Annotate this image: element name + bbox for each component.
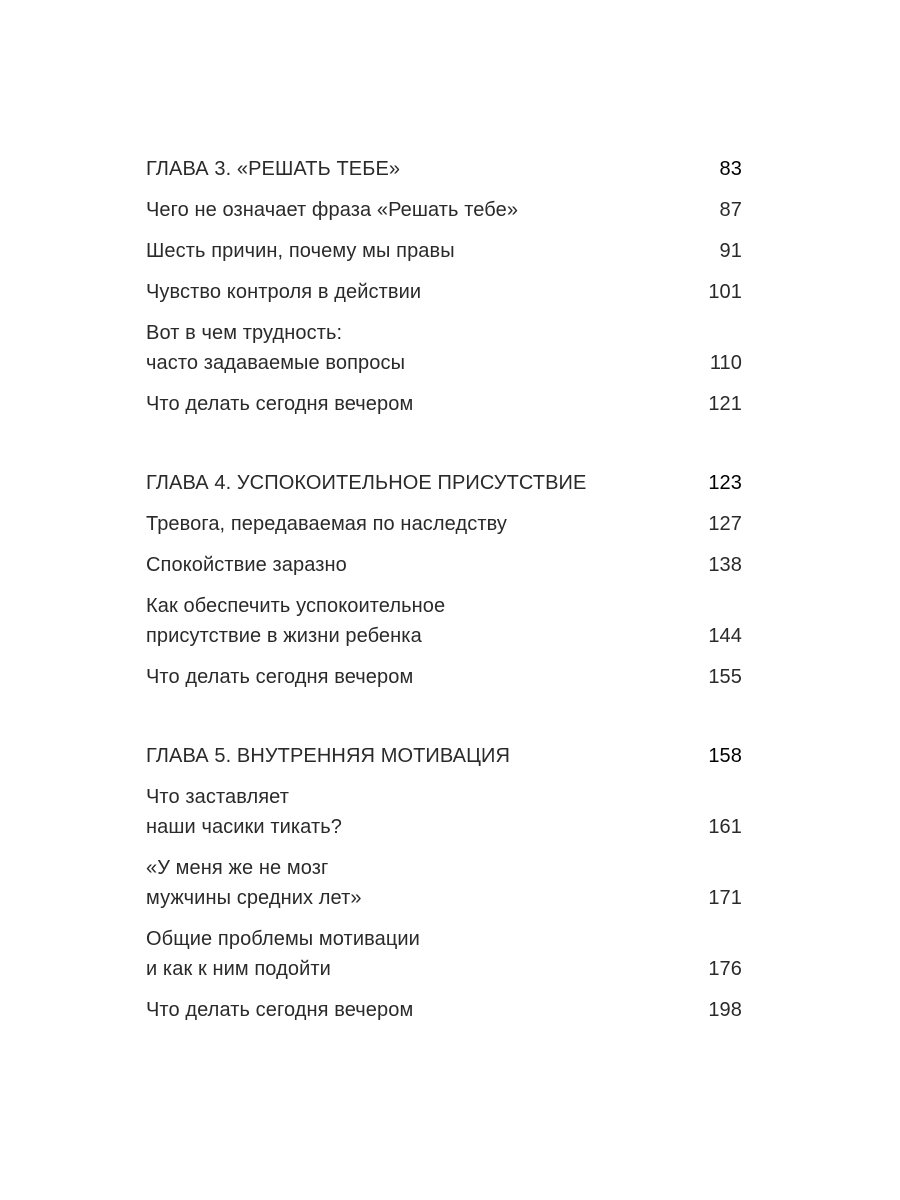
page-number: 87 <box>719 199 742 221</box>
section-title: Чувство контроля в действии <box>146 281 422 303</box>
section-title: Спокойствие заразно <box>146 554 347 576</box>
chapter-4 <box>146 468 742 692</box>
section-entry[interactable] <box>146 550 742 580</box>
section-title: Чего не означает фраза «Решать тебе» <box>146 199 519 221</box>
section-entry[interactable] <box>146 924 742 984</box>
chapter-title: ГЛАВА 4. УСПОКОИТЕЛЬНОЕ ПРИСУТСТВИЕ <box>146 472 587 494</box>
section-entry[interactable] <box>146 509 742 539</box>
page-number: 171 <box>708 887 742 909</box>
page-number: 101 <box>708 281 742 303</box>
page-number: 176 <box>708 958 742 980</box>
page-number: 138 <box>708 554 742 576</box>
section-entry[interactable] <box>146 195 742 225</box>
page-number: 144 <box>708 625 742 647</box>
section-entry[interactable] <box>146 389 742 419</box>
section-title: Что делать сегодня вечером <box>146 393 414 415</box>
section-title: «У меня же не мозг мужчины средних лет» <box>146 857 362 909</box>
chapter-title: ГЛАВА 3. «РЕШАТЬ ТЕБЕ» <box>146 158 401 180</box>
page-number: 123 <box>708 472 742 494</box>
section-entry[interactable] <box>146 591 742 651</box>
section-entry[interactable] <box>146 782 742 842</box>
section-title: Общие проблемы мотивации и как к ним подойти <box>146 928 420 980</box>
chapter-heading[interactable] <box>146 741 742 771</box>
page-number: 110 <box>709 352 742 374</box>
chapter-5 <box>146 741 742 1025</box>
section-title: Тревога, передаваемая по наследству <box>146 513 507 535</box>
section-entry[interactable] <box>146 236 742 266</box>
section-entry[interactable] <box>146 277 742 307</box>
section-entry[interactable] <box>146 853 742 913</box>
page-number: 155 <box>708 666 742 688</box>
section-entry[interactable] <box>146 995 742 1025</box>
page-number: 158 <box>708 745 742 767</box>
section-title: Вот в чем трудность: часто задаваемые вопросы <box>146 322 406 374</box>
section-entry[interactable] <box>146 662 742 692</box>
table-of-contents <box>146 154 742 1074</box>
section-title: Что заставляет наши часики тикать? <box>146 786 342 838</box>
section-title: Как обеспечить успокоительное присутствие в жизни ребенка <box>146 595 446 647</box>
section-title: Что делать сегодня вечером <box>146 999 414 1021</box>
chapter-3 <box>146 154 742 419</box>
page-number: 83 <box>719 158 742 180</box>
section-title: Шесть причин, почему мы правы <box>146 240 455 262</box>
page-number: 198 <box>708 999 742 1021</box>
chapter-heading[interactable] <box>146 154 742 184</box>
page-number: 91 <box>719 240 742 262</box>
page-number: 161 <box>708 816 742 838</box>
chapter-title: ГЛАВА 5. ВНУТРЕННЯЯ МОТИВАЦИЯ <box>146 745 511 767</box>
section-entry[interactable] <box>146 318 742 378</box>
page-number: 127 <box>708 513 742 535</box>
chapter-heading[interactable] <box>146 468 742 498</box>
page-number: 121 <box>708 393 742 415</box>
section-title: Что делать сегодня вечером <box>146 666 414 688</box>
